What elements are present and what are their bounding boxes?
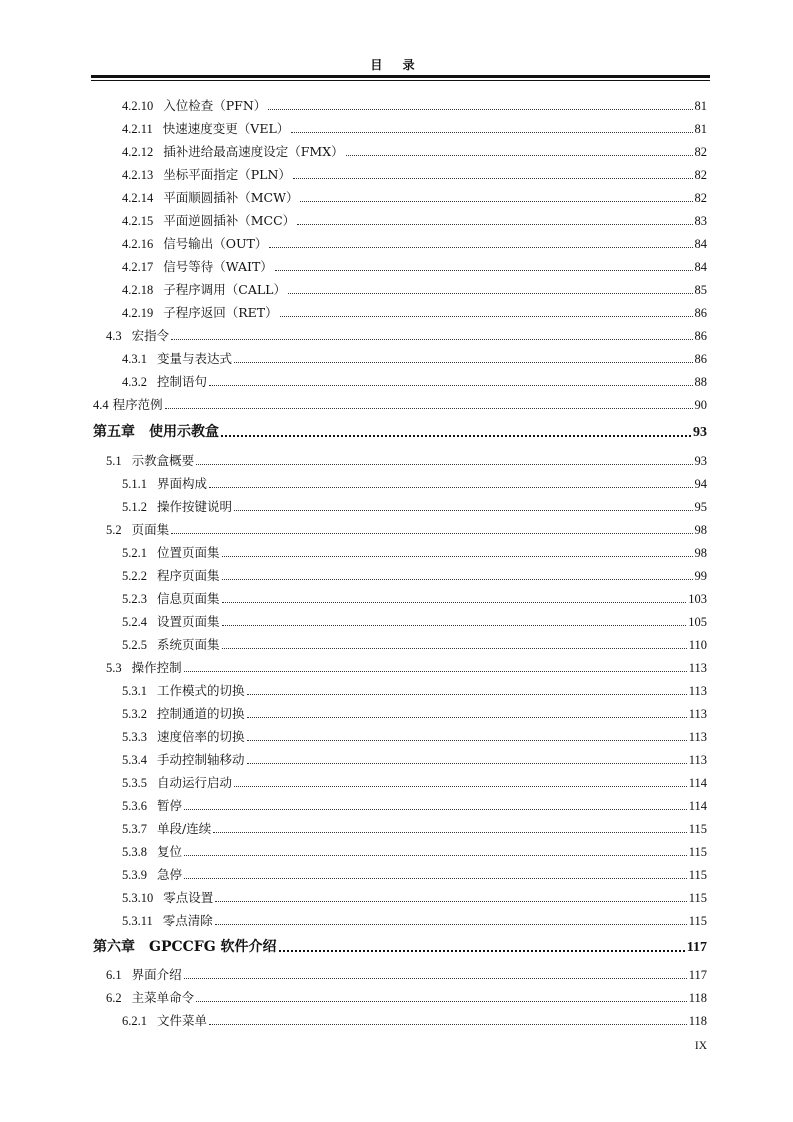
toc-entry-title: 工作模式的切换 [157,683,245,698]
dot-leader [165,408,693,409]
dot-leader [222,648,687,649]
toc-entry-number: 5.2.4 [122,615,147,629]
dot-leader [215,924,687,925]
toc-entry[interactable] [122,161,707,183]
toc-chapter-title: 使用示教盒 [149,424,219,440]
toc-entry-page: 81 [694,122,707,136]
toc-entry-title: 信号等待（WAIT） [163,259,273,274]
toc-entry-page: 115 [688,914,707,928]
toc-entry-title: 平面逆圆插补（MCC） [163,213,296,228]
toc-entry[interactable] [122,585,707,607]
page-header-title: 目 录 [370,58,423,72]
toc-entry-number: 5.1.2 [122,500,147,514]
toc-entry-number: 4.2.14 [122,191,154,205]
toc-entry-page: 90 [694,398,707,412]
toc-chapter-title: GPCCFG 软件介绍 [149,939,277,955]
toc-entry-page: 115 [688,822,707,836]
toc-entry-title: 控制语句 [157,374,208,389]
toc-entry[interactable] [122,138,707,160]
toc-entry[interactable] [122,230,707,252]
toc-entry-page: 115 [688,891,707,905]
toc-entry-page: 82 [694,168,707,182]
dot-leader [222,602,687,603]
toc-entry-page: 98 [694,523,707,537]
toc-entry-page: 94 [694,477,707,491]
toc-entry-page: 103 [688,592,707,606]
toc-entry[interactable] [122,631,707,653]
toc-entry-page: 113 [688,707,707,721]
toc-entry-number: 4.2.17 [122,260,154,274]
toc-entry[interactable] [122,792,707,814]
toc-entry[interactable] [122,608,707,630]
toc-entry-title: 操作按键说明 [157,499,233,514]
toc-entry-title: 信号输出（OUT） [163,236,268,251]
toc-entry-title: 示教盒概要 [131,453,195,468]
toc-entry[interactable] [106,654,707,676]
toc-entry-title: 入位检查（PFN） [163,98,267,113]
toc-entry-page: 84 [694,260,707,274]
dot-leader [268,109,692,110]
toc-entry-number: 4.2.13 [122,168,154,182]
toc-entry-number: 5.2.5 [122,638,147,652]
toc-entry-number: 5.2.3 [122,592,147,606]
toc-entry-number: 4.3.2 [122,375,147,389]
toc-entry[interactable] [122,907,707,929]
toc-entry[interactable] [106,961,707,983]
dot-leader [300,201,692,202]
toc-entry-title: 页面集 [131,522,170,537]
dot-leader [196,1001,687,1002]
dot-leader [171,339,692,340]
toc-entry-page: 83 [694,214,707,228]
dot-leader [213,832,686,833]
dot-leader [275,270,693,271]
dot-leader [247,740,687,741]
toc-entry[interactable] [122,769,707,791]
toc-entry[interactable] [122,207,707,229]
dot-leader [222,579,693,580]
toc-entry-title: 控制通道的切换 [157,706,245,721]
toc-entry-page: 113 [688,661,707,675]
toc-entry-page: 118 [688,1014,707,1028]
dot-leader [221,435,691,437]
toc-entry-number: 6.2.1 [122,1014,147,1028]
toc-chapter-entry[interactable] [93,417,707,441]
dot-leader [215,901,686,902]
toc-entry-title: 插补进给最高速度设定（FMX） [163,144,344,159]
toc-entry-title: 子程序返回（RET） [163,305,278,320]
toc-entry-title: 平面顺圆插补（MCW） [163,190,299,205]
toc-entry-number: 6.2 [106,991,122,1005]
toc-entry[interactable] [122,299,707,321]
toc-entry[interactable] [106,516,707,538]
dot-leader [184,809,687,810]
toc-entry-title: 手动控制轴移动 [157,752,245,767]
toc-entry-page: 84 [694,237,707,251]
toc-entry[interactable] [122,677,707,699]
toc-entry-page: 88 [694,375,707,389]
toc-entry-number: 5.3.5 [122,776,147,790]
toc-entry-number: 5.3.6 [122,799,147,813]
toc-entry[interactable] [122,345,707,367]
toc-entry-number: 5.3.11 [122,914,153,928]
toc-entry-number: 4.3.1 [122,352,147,366]
dot-leader [209,385,692,386]
toc-entry-number: 4.3 [106,329,122,343]
dot-leader [288,293,693,294]
toc-entry[interactable] [122,184,707,206]
toc-entry-title: 急停 [157,867,183,882]
toc-entry-page: 86 [694,306,707,320]
toc-entry-title: 主菜单命令 [131,990,195,1005]
dot-leader [184,671,687,672]
page-number: IX [694,1040,707,1052]
toc-entry-number: 5.3.1 [122,684,147,698]
toc-entry[interactable] [122,276,707,298]
dot-leader [222,625,687,626]
toc-entry[interactable] [122,1007,707,1029]
toc-entry-page: 99 [694,569,707,583]
toc-entry-number: 5.1 [106,454,122,468]
toc-entry-title: 界面构成 [157,476,208,491]
toc-entry-title: 宏指令 [131,328,170,343]
toc-entry-number: 4.2.19 [122,306,154,320]
toc-entry-number: 4.2.18 [122,283,154,297]
toc-entry-title: 系统页面集 [157,637,220,652]
toc-entry[interactable] [122,115,707,137]
toc-entry-page: 115 [688,868,707,882]
dot-leader [234,786,687,787]
header-rule-thin [91,80,710,81]
dot-leader [279,950,685,952]
toc-entry-number: 4.4 [93,398,109,412]
toc-entry-title: 操作控制 [131,660,182,675]
dot-leader [184,855,687,856]
toc-entry-page: 93 [694,454,707,468]
toc-entry-number: 4.2.10 [122,99,154,113]
dot-leader [291,132,692,133]
toc-entry-page: 82 [694,145,707,159]
toc-entry-page: 86 [694,329,707,343]
dot-leader [222,556,693,557]
toc-entry-page: 110 [688,638,707,652]
toc-entry[interactable] [122,493,707,515]
toc-chapter-page: 93 [693,425,707,440]
dot-leader [184,878,687,879]
toc-entry-title: 子程序调用（CALL） [163,282,286,297]
toc-entry[interactable] [93,391,707,413]
dot-leader [247,694,687,695]
toc-entry-page: 81 [694,99,707,113]
toc-entry-number: 5.3 [106,661,122,675]
toc-entry[interactable] [122,723,707,745]
toc-entry-page: 86 [694,352,707,366]
toc-entry[interactable] [106,447,707,469]
toc-entry-title: 复位 [157,844,183,859]
toc-entry-number: 5.3.3 [122,730,147,744]
toc-entry-page: 113 [688,684,707,698]
toc-entry-page: 113 [688,753,707,767]
toc-entry[interactable] [122,746,707,768]
toc-entry-title: 程序范例 [112,397,163,412]
header-rule-thick [91,75,710,78]
dot-leader [297,224,692,225]
toc-entry[interactable] [122,884,707,906]
toc-entry-title: 界面介绍 [131,967,182,982]
toc-entry-page: 98 [694,546,707,560]
toc-chapter-number: 第六章 [93,940,135,955]
dot-leader [209,1024,687,1025]
toc-entry[interactable] [122,539,707,561]
toc-entry-title: 单段/连续 [157,821,212,836]
toc-entry[interactable] [122,861,707,883]
toc-entry[interactable] [122,92,707,114]
toc-entry-title: 文件菜单 [157,1013,208,1028]
toc-entry[interactable] [106,322,707,344]
toc-entry-page: 113 [688,730,707,744]
toc-entry[interactable] [122,470,707,492]
toc-entry-number: 5.3.2 [122,707,147,721]
toc-entry[interactable] [106,984,707,1006]
toc-entry-number: 5.3.7 [122,822,147,836]
toc-entry-page: 95 [694,500,707,514]
toc-entry-title: 速度倍率的切换 [157,729,245,744]
toc-entry-title: 快速速度变更（VEL） [162,121,290,136]
dot-leader [196,464,692,465]
toc-entry[interactable] [122,838,707,860]
toc-entry-page: 118 [688,991,707,1005]
toc-entry-title: 变量与表达式 [157,351,233,366]
dot-leader [209,487,692,488]
toc-entry-number: 5.3.4 [122,753,147,767]
toc-entry-title: 坐标平面指定（PLN） [163,167,291,182]
toc-entry-number: 6.1 [106,968,122,982]
toc-entry-number: 5.2.1 [122,546,147,560]
dot-leader [184,978,687,979]
toc-entry-title: 暂停 [157,798,183,813]
toc-entry-number: 5.3.10 [122,891,154,905]
toc-entry-title: 零点清除 [162,913,213,928]
toc-entry[interactable] [122,562,707,584]
toc-entry[interactable] [122,700,707,722]
toc-entry-page: 82 [694,191,707,205]
dot-leader [293,178,693,179]
toc-entry[interactable] [122,368,707,390]
toc-entry-number: 4.2.11 [122,122,153,136]
toc-entry-title: 信息页面集 [157,591,220,606]
toc-chapter-number: 第五章 [93,425,135,440]
toc-entry-number: 5.2.2 [122,569,147,583]
toc-chapter-entry[interactable] [93,932,707,956]
toc-entry-title: 设置页面集 [157,614,220,629]
toc-entry-title: 位置页面集 [157,545,220,560]
toc-entry[interactable] [122,253,707,275]
toc-entry-number: 4.2.12 [122,145,154,159]
toc-entry[interactable] [122,815,707,837]
toc-entry-number: 4.2.15 [122,214,154,228]
toc-entry-title: 自动运行启动 [157,775,233,790]
dot-leader [234,510,692,511]
toc-entry-title: 零点设置 [163,890,214,905]
toc-chapter-page: 117 [686,940,707,955]
dot-leader [247,717,687,718]
dot-leader [247,763,687,764]
dot-leader [280,316,693,317]
toc-entry-number: 5.3.8 [122,845,147,859]
dot-leader [346,155,693,156]
toc-entry-page: 85 [694,283,707,297]
toc-entry-number: 5.2 [106,523,122,537]
toc-entry-number: 5.3.9 [122,868,147,882]
toc-entry-number: 4.2.16 [122,237,154,251]
toc-entry-page: 114 [688,776,707,790]
dot-leader [269,247,692,248]
toc-entry-page: 105 [688,615,707,629]
dot-leader [234,362,692,363]
toc-entry-page: 114 [688,799,707,813]
toc-entry-page: 115 [688,845,707,859]
dot-leader [171,533,692,534]
toc-entry-number: 5.1.1 [122,477,147,491]
toc-entry-page: 117 [688,968,707,982]
toc-entry-title: 程序页面集 [157,568,220,583]
